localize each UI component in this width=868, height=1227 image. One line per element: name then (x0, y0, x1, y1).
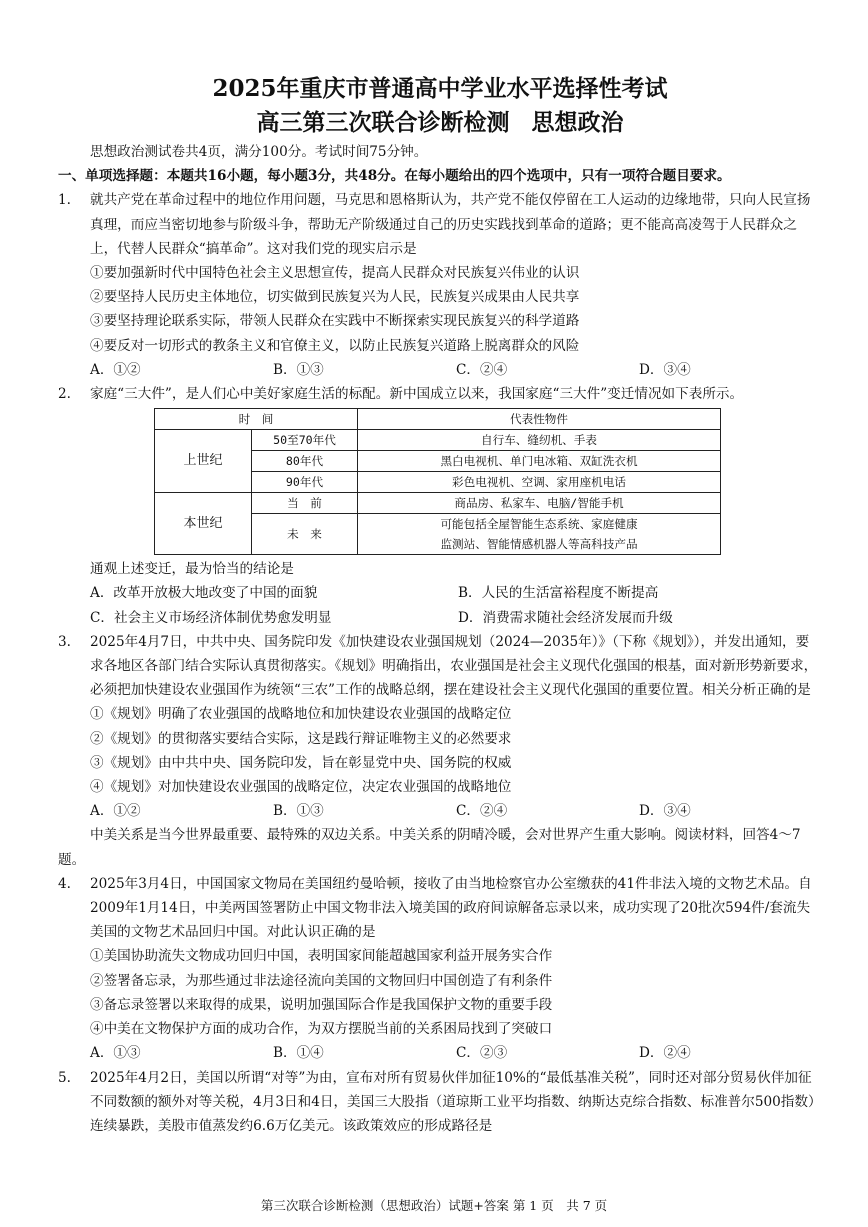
table-cell: 自行车、缝纫机、手表 (358, 430, 721, 451)
question-2 (58, 382, 822, 406)
table-cell-line: 监测站、智能情感机器人等高科技产品 (440, 537, 638, 552)
section-heading: 一、单项选择题：本题共16小题，每小题3分，共48分。在每小题给出的四个选项中，只有一项符合题目要求。 (58, 168, 731, 185)
statement-2: ②《规划》的贯彻落实要结合实际，这是践行辩证唯物主义的必然要求 (90, 730, 512, 747)
page-footer: 第三次联合诊断检测（思想政治）试题+答案 第 1 页 共 7 页 (260, 1198, 608, 1213)
question-3 (58, 630, 822, 799)
question-number: 4. (58, 875, 71, 892)
statement-4: ④中美在文物保护方面的成功合作，为双方摆脱当前的关系困局找到了突破口 (90, 1021, 553, 1038)
option-c[interactable]: C．②④ (456, 803, 508, 820)
question-stem: 2025年4月7日，中共中央、国务院印发《加快建设农业强国规划（2024—2035年）》（下称《规划》），并发出通知，要求各地区各部门结合实际认真贯彻落实。《规划》明确指出，农业强国是社会主义现代化强国的根基，面对新形势新要求，必须把加快建设农业强国作为统领“三农”工作的战略总纲，摆在建设社会主义现代化强国的重要位置。相关分析正确的是 (90, 633, 818, 699)
table-cell: 商品房、私家车、电脑/智能手机 (358, 493, 721, 514)
exam-title: 2025年重庆市普通高中学业水平选择性考试 (212, 75, 668, 102)
question-stem: 2025年3月4日，中国国家文物局在美国纽约曼哈顿，接收了由当地检察官办公室缴获的41件非法入境的文物艺术品。自2009年1月14日，中美两国签署防止中国文物非法入境美国的政府间谅解备忘录以来，成功实现了20批次594件/套流失美国的文物艺术品回归中国。对此认识正确的是 (90, 875, 812, 941)
reading-material: 中美关系是当今世界最重要、最特殊的双边关系。中美关系的阴晴冷暖，会对世界产生重大影响。阅读材料，回答4～7题。 (58, 827, 801, 868)
question-4 (58, 872, 822, 1041)
option-a[interactable]: A．①③ (90, 1045, 141, 1062)
table-cell: 未 来 (252, 514, 358, 555)
option-c[interactable]: C．②④ (456, 361, 508, 378)
statement-1: ①美国协助流失文物成功回归中国，表明国家间能超越国家利益开展务实合作 (90, 948, 553, 965)
option-d[interactable]: D．②④ (639, 1045, 691, 1062)
statement-1: ①《规划》明确了农业强国的战略地位和加快建设农业强国的战略定位 (90, 706, 512, 723)
table-header-time: 时 间 (155, 409, 358, 430)
option-b[interactable]: B．人民的生活富裕程度不断提高 (458, 585, 659, 602)
family-items-table (154, 408, 721, 555)
option-b[interactable]: B．①④ (273, 1045, 324, 1062)
table-cell: 当 前 (252, 493, 358, 514)
options-row (58, 799, 822, 823)
table-cell: 80年代 (252, 451, 358, 472)
exam-subtitle (58, 106, 822, 140)
statement-3: ③备忘录签署以来取得的成果，说明加强国际合作是我国保护文物的重要手段 (90, 996, 553, 1013)
table-cell: 黑白电视机、单门电冰箱、双缸洗衣机 (358, 451, 721, 472)
table-cell: 90年代 (252, 472, 358, 493)
option-b[interactable]: B．①③ (273, 361, 324, 378)
table-row (155, 430, 721, 451)
question-stem: 家庭“三大件”，是人们心中美好家庭生活的标配。新中国成立以来，我国家庭“三大件”变迁情况如下表所示。 (90, 386, 744, 403)
option-d[interactable]: D．消费需求随社会经济发展而升级 (458, 609, 673, 626)
option-b[interactable]: B．①③ (273, 803, 324, 820)
table-group-label: 本世纪 (155, 493, 252, 555)
option-d[interactable]: D．③④ (639, 361, 691, 378)
statement-2: ②要坚持人民历史主体地位，切实做到民族复兴为人民，民族复兴成果由人民共享 (90, 289, 580, 306)
table-cell: 彩色电视机、空调、家用座机电话 (358, 472, 721, 493)
options-grid (58, 581, 822, 629)
statement-3: ③要坚持理论联系实际，带领人民群众在实践中不断探索实现民族复兴的科学道路 (90, 313, 580, 330)
question-stem: 就共产党在革命过程中的地位作用问题，马克思和恩格斯认为，共产党不能仅停留在工人运动的边缘地带，只向人民宣扬真理，而应当密切地参与阶级斗争，帮助无产阶级通过自己的历史实践找到革命的道路；更不能高高凌驾于人民群众之上，代替人民群众“搞革命”。这对我们党的现实启示是 (90, 192, 811, 257)
option-c[interactable]: C．②③ (456, 1045, 508, 1062)
question-1 (58, 188, 822, 357)
statement-1: ①要加强新时代中国特色社会主义思想宣传，提高人民群众对民族复兴伟业的认识 (90, 265, 580, 282)
question-tail: 通观上述变迁，最为恰当的结论是 (90, 561, 294, 578)
table-row (155, 493, 721, 514)
exam-subject: 思想政治 (531, 109, 624, 136)
statement-4: ④要反对一切形式的教条主义和官僚主义，以防止民族复兴道路上脱离群众的风险 (90, 337, 580, 354)
table-header-items: 代表性物件 (358, 409, 721, 430)
question-stem: 2025年4月2日，美国以所谓“对等”为由，宣布对所有贸易伙伴加征10%的“最低基准关税”，同时还对部分贸易伙伴加征不同数额的额外对等关税，4月3日和4日，美国三大股指（道琼斯工业平均指数、纳斯达克综合指数、标准普尔500指数）连续暴跌，美股市值蒸发约6.6万亿美元。该政策效应的形成路径是 (90, 1069, 822, 1134)
question-number: 5. (58, 1069, 71, 1086)
table-cell-line: 可能包括全屋智能生态系统、家庭健康 (440, 517, 638, 532)
table-cell (358, 514, 721, 555)
question-5 (58, 1066, 822, 1139)
statement-2: ②签署备忘录，为那些通过非法途径流向美国的文物回归中国创造了有利条件 (90, 972, 553, 989)
option-a[interactable]: A．①② (90, 361, 141, 378)
option-c[interactable]: C．社会主义市场经济体制优势愈发明显 (90, 609, 332, 626)
option-d[interactable]: D．③④ (639, 803, 691, 820)
table-header-row (155, 409, 721, 430)
statement-4: ④《规划》对加快建设农业强国的战略定位，决定农业强国的战略地位 (90, 779, 512, 796)
options-row (58, 1041, 822, 1065)
table-cell: 50至70年代 (252, 430, 358, 451)
options-row (58, 358, 822, 382)
option-a[interactable]: A．①② (90, 803, 141, 820)
question-number: 3. (58, 633, 71, 650)
table-group-label: 上世纪 (155, 430, 252, 493)
exam-intro: 思想政治测试卷共4页，满分100分。考试时间75分钟。 (90, 144, 428, 160)
question-number: 2. (58, 386, 71, 403)
statement-3: ③《规划》由中共中央、国务院印发，旨在彰显党中央、国务院的权威 (90, 754, 512, 771)
exam-subtitle-main: 高三第三次联合诊断检测 (256, 109, 510, 136)
question-number: 1. (58, 192, 71, 209)
option-a[interactable]: A．改革开放极大地改变了中国的面貌 (90, 585, 318, 602)
